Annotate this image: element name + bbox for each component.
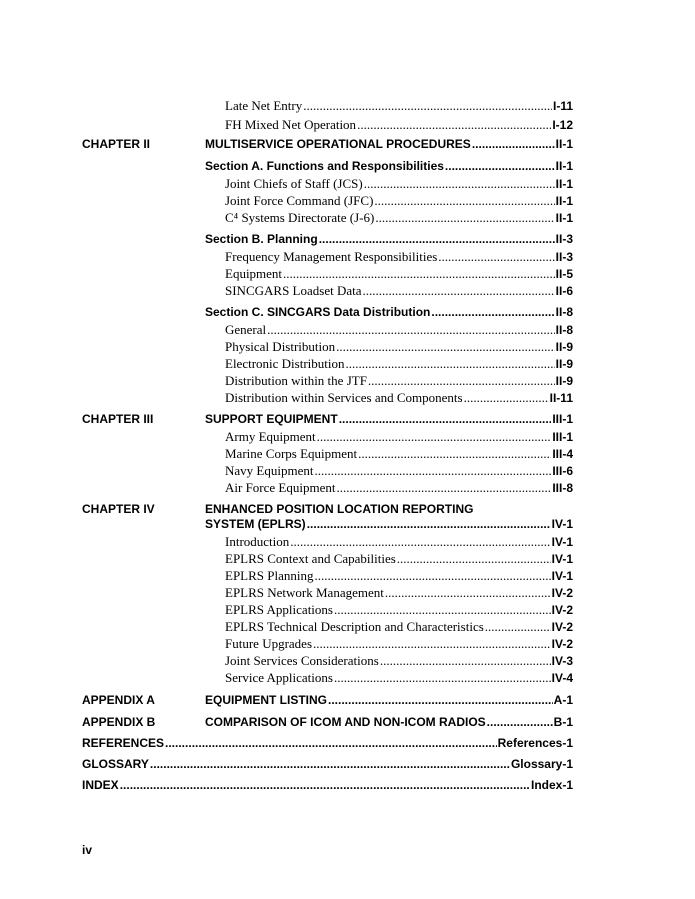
chapter-title-line1[interactable]: ENHANCED POSITION LOCATION REPORTING	[205, 502, 474, 516]
toc-entry-label: Equipment	[225, 266, 283, 281]
toc-entry-label: Distribution within Services and Components	[225, 390, 463, 405]
toc-entry[interactable]	[225, 635, 573, 652]
chapter-title: SYSTEM (EPLRS)	[205, 517, 306, 531]
toc-entry-page: IV-1	[551, 535, 573, 549]
toc-entry-page: IV-2	[551, 620, 573, 634]
dot-leader	[315, 567, 551, 584]
toc-entry[interactable]	[225, 445, 573, 462]
toc-entry[interactable]	[225, 355, 573, 372]
dot-leader	[120, 777, 530, 794]
toc-entry[interactable]	[225, 209, 573, 226]
section-heading[interactable]	[205, 304, 573, 321]
toc-entry[interactable]	[225, 618, 573, 635]
appendix-page: A-1	[553, 693, 573, 707]
toc-entry[interactable]	[225, 601, 573, 618]
toc-entry-page: II-1	[555, 177, 573, 191]
toc-entry-label: EPLRS Technical Description and Characteristics	[225, 619, 484, 634]
dot-leader	[485, 618, 551, 635]
section-heading[interactable]	[205, 231, 573, 248]
dot-leader	[368, 372, 555, 389]
glossary-entry[interactable]	[82, 756, 573, 773]
dot-leader	[445, 158, 555, 175]
toc-entry-label: EPLRS Context and Capabilities	[225, 551, 396, 566]
toc-entry-page: IV-1	[551, 569, 573, 583]
toc-entry-page: II-1	[555, 194, 573, 208]
appendix-title: EQUIPMENT LISTING	[205, 693, 328, 707]
section-heading[interactable]	[205, 158, 573, 175]
dot-leader	[374, 192, 554, 209]
toc-entry-label: Navy Equipment	[225, 463, 314, 478]
glossary-page: Glossary-1	[510, 757, 573, 771]
section-title: Section B. Planning	[205, 232, 318, 246]
toc-entry[interactable]	[225, 116, 573, 133]
toc-entry-page: III-1	[552, 430, 573, 444]
toc-entry-label: Service Applications	[225, 670, 333, 685]
section-page: II-3	[555, 232, 573, 246]
glossary-title: GLOSSARY	[82, 757, 149, 771]
toc-entry[interactable]	[225, 652, 573, 669]
dot-leader	[336, 338, 555, 355]
toc-entry[interactable]	[225, 248, 573, 265]
chapter-page: IV-1	[551, 517, 573, 531]
dot-leader	[150, 756, 510, 773]
toc-entry-label: Frequency Management Responsibilities	[225, 249, 438, 264]
dot-leader	[339, 411, 552, 428]
dot-leader	[375, 209, 554, 226]
dot-leader	[165, 735, 497, 752]
toc-entry-page: III-4	[552, 447, 573, 461]
chapter-heading[interactable]	[205, 411, 573, 428]
toc-entry[interactable]	[225, 389, 573, 406]
toc-entry-label: Late Net Entry	[225, 98, 303, 113]
toc-entry[interactable]	[225, 321, 573, 338]
toc-entry[interactable]	[225, 265, 573, 282]
index-title: INDEX	[82, 778, 119, 792]
toc-entry-label: Physical Distribution	[225, 339, 336, 354]
dot-leader	[290, 533, 550, 550]
toc-entry-page: II-6	[555, 284, 573, 298]
toc-entry-page: II-9	[555, 357, 573, 371]
toc-entry-page: III-6	[552, 464, 573, 478]
toc-entry-label: Distribution within the JTF	[225, 373, 367, 388]
toc-entry-page: II-9	[555, 374, 573, 388]
dot-leader	[363, 282, 555, 299]
toc-entry-page: IV-4	[551, 671, 573, 685]
toc-entry-label: EPLRS Planning	[225, 568, 314, 583]
chapter-label: CHAPTER III	[82, 412, 154, 426]
toc-entry-page: IV-2	[551, 586, 573, 600]
toc-entry[interactable]	[225, 550, 573, 567]
toc-entry-label: Introduction	[225, 534, 290, 549]
references-page: References-1	[497, 736, 573, 750]
toc-entry-label: Army Equipment	[225, 429, 316, 444]
dot-leader	[464, 389, 549, 406]
dot-leader	[397, 550, 551, 567]
dot-leader	[472, 136, 555, 153]
dot-leader	[380, 652, 551, 669]
toc-entry[interactable]	[225, 479, 573, 496]
appendix-page: B-1	[553, 715, 573, 729]
page-number: iv	[82, 843, 93, 857]
dot-leader	[283, 265, 555, 282]
appendix-label: APPENDIX B	[82, 715, 156, 729]
toc-entry-label: Electronic Distribution	[225, 356, 345, 371]
dot-leader	[307, 516, 551, 533]
section-title: Section C. SINCGARS Data Distribution	[205, 305, 431, 319]
toc-entry-label: Air Force Equipment	[225, 480, 336, 495]
chapter-heading[interactable]	[205, 136, 573, 153]
toc-entry-label: General	[225, 322, 267, 337]
dot-leader	[328, 692, 553, 709]
toc-entry[interactable]	[225, 338, 573, 355]
dot-leader	[303, 97, 552, 114]
toc-entry-page: III-8	[552, 481, 573, 495]
toc-entry-page: IV-1	[551, 552, 573, 566]
appendix-heading[interactable]	[205, 714, 573, 731]
appendix-heading[interactable]	[205, 692, 573, 709]
dot-leader	[431, 304, 554, 321]
toc-entry[interactable]	[225, 462, 573, 479]
index-entry[interactable]	[82, 777, 573, 794]
dot-leader	[487, 714, 553, 731]
toc-entry-page: I-11	[552, 99, 573, 113]
toc-entry[interactable]	[225, 533, 573, 550]
dot-leader	[317, 428, 552, 445]
chapter-label: CHAPTER II	[82, 137, 151, 151]
toc-entry-label: Marine Corps Equipment	[225, 446, 358, 461]
section-page: II-8	[555, 305, 573, 319]
toc-entry[interactable]	[225, 282, 573, 299]
toc-entry-page: II-8	[555, 323, 573, 337]
toc-entry[interactable]	[225, 428, 573, 445]
chapter-title: MULTISERVICE OPERATIONAL PROCEDURES	[205, 137, 471, 151]
dot-leader	[336, 479, 551, 496]
dot-leader	[314, 462, 551, 479]
dot-leader	[319, 231, 555, 248]
dot-leader	[364, 175, 555, 192]
toc-entry[interactable]	[225, 192, 573, 209]
dot-leader	[334, 601, 551, 618]
toc-entry[interactable]	[225, 584, 573, 601]
toc-entry[interactable]	[225, 175, 573, 192]
toc-entry-page: II-9	[555, 340, 573, 354]
toc-entry-label: FH Mixed Net Operation	[225, 117, 357, 132]
dot-leader	[358, 445, 551, 462]
toc-entry-label: Joint Chiefs of Staff (JCS)	[225, 176, 363, 191]
dot-leader	[346, 355, 555, 372]
toc-entry-page: II-3	[555, 250, 573, 264]
toc-entry-page: I-12	[552, 118, 573, 132]
toc-entry-label: EPLRS Applications	[225, 602, 333, 617]
references-entry[interactable]	[82, 735, 573, 752]
dot-leader	[313, 635, 551, 652]
toc-entry[interactable]	[225, 567, 573, 584]
toc-entry-label: Joint Force Command (JFC)	[225, 193, 374, 208]
section-page: II-1	[555, 159, 573, 173]
dot-leader	[438, 248, 554, 265]
chapter-page: III-1	[552, 412, 573, 426]
toc-entry-label: SINCGARS Loadset Data	[225, 283, 362, 298]
toc-entry-label: C⁴ Systems Directorate (J-6)	[225, 210, 375, 225]
appendix-title: COMPARISON OF ICOM AND NON-ICOM RADIOS	[205, 715, 486, 729]
toc-entry-page: IV-3	[551, 654, 573, 668]
toc-entry-label: Future Upgrades	[225, 636, 313, 651]
toc-entry-label: Joint Services Considerations	[225, 653, 379, 668]
chapter-label: CHAPTER IV	[82, 502, 155, 516]
section-title: Section A. Functions and Responsibilities	[205, 159, 444, 173]
appendix-label: APPENDIX A	[82, 693, 155, 707]
toc-entry-page: IV-2	[551, 637, 573, 651]
toc-entry-page: II-5	[555, 267, 573, 281]
index-page: Index-1	[530, 778, 573, 792]
dot-leader	[357, 116, 551, 133]
toc-entry-page: II-1	[555, 211, 573, 225]
toc-entry-page: II-11	[549, 391, 573, 405]
chapter-page: II-1	[555, 137, 573, 151]
references-title: REFERENCES	[82, 736, 165, 750]
toc-entry[interactable]	[225, 669, 573, 686]
toc-entry[interactable]	[225, 97, 573, 114]
toc-entry-label: EPLRS Network Management	[225, 585, 384, 600]
toc-entry-page: IV-2	[551, 603, 573, 617]
toc-entry[interactable]	[225, 372, 573, 389]
chapter-title: SUPPORT EQUIPMENT	[205, 412, 338, 426]
dot-leader	[334, 669, 551, 686]
dot-leader	[385, 584, 551, 601]
chapter-heading[interactable]	[205, 516, 573, 533]
dot-leader	[267, 321, 555, 338]
